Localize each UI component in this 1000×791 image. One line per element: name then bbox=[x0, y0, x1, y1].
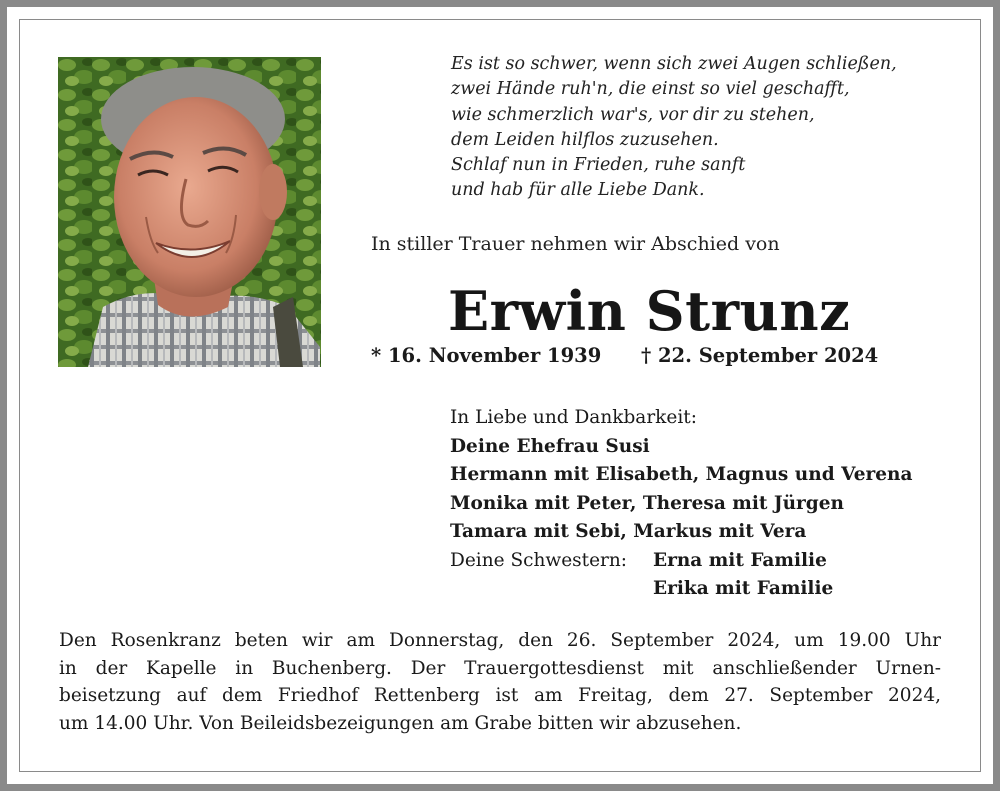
family-line: Hermann mit Elisabeth, Magnus und Verena bbox=[450, 464, 913, 485]
family-list bbox=[450, 404, 970, 604]
notice-line: in der Kapelle in Buchenberg. Der Trauergottesdienst mit anschließender Urnen- bbox=[59, 657, 941, 679]
intro-text: In stiller Trauer nehmen wir Abschied von bbox=[371, 233, 780, 255]
siblings-row bbox=[450, 575, 970, 604]
siblings-label: Deine Schwestern: bbox=[450, 549, 628, 571]
death-date: † 22. September 2024 bbox=[641, 344, 879, 367]
poem-line: Es ist so schwer, wenn sich zwei Augen schließen, bbox=[451, 54, 897, 74]
poem bbox=[451, 52, 971, 204]
poem-line: dem Leiden hilflos zuzusehen. bbox=[451, 129, 719, 150]
family-heading: In Liebe und Dankbarkeit: bbox=[450, 407, 697, 428]
notice-line: um 14.00 Uhr. Von Beileidsbezeigungen am Grabe bitten wir abzusehen. bbox=[59, 712, 742, 734]
poem-line: wie schmerzlich war's, vor dir zu stehen, bbox=[451, 104, 815, 125]
sibling-entry: Erna mit Familie bbox=[653, 549, 827, 571]
notice-line: beisetzung auf dem Friedhof Rettenberg ist am Freitag, dem 27. September 2024, bbox=[59, 685, 941, 706]
poem-line: zwei Hände ruh'n, die einst so viel geschafft, bbox=[451, 79, 850, 100]
family-line: Deine Ehefrau Susi bbox=[450, 435, 650, 457]
siblings-row bbox=[450, 547, 970, 576]
poem-line: Schlaf nun in Frieden, ruhe sanft bbox=[451, 155, 746, 176]
deceased-name: Erwin Strunz bbox=[448, 279, 851, 343]
family-line: Tamara mit Sebi, Markus mit Vera bbox=[450, 521, 807, 542]
notice-line: Den Rosenkranz beten wir am Donnerstag, den 26. September 2024, um 19.00 Uhr bbox=[59, 630, 941, 651]
portrait-photo bbox=[58, 57, 321, 367]
service-notice bbox=[59, 627, 941, 737]
birth-date: * 16. November 1939 bbox=[371, 344, 602, 367]
family-line: Monika mit Peter, Theresa mit Jürgen bbox=[450, 492, 844, 514]
poem-line: und hab für alle Liebe Dank. bbox=[451, 180, 705, 201]
sibling-entry: Erika mit Familie bbox=[653, 578, 834, 599]
